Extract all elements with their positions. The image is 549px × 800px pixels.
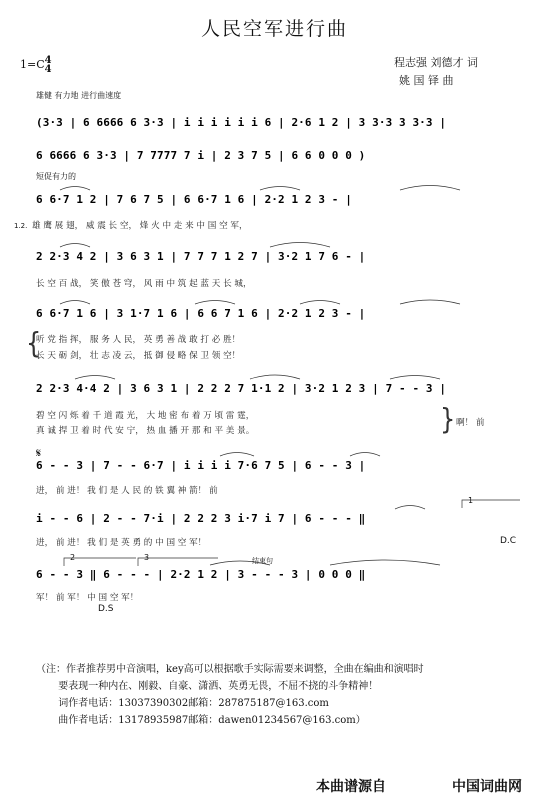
score-line-2: 6 6666 6 3·3 | 7 7777 7 i | 2 3 7 5 | 6 6 0 0 0 ) <box>36 149 366 162</box>
dal-segno-mark: D.S <box>98 604 114 614</box>
time-beats: 4 <box>44 55 52 66</box>
lyric-line-3: 听 党 指 挥， 服 务 人 民， 英 勇 善 战 敢 打 必 胜！ <box>36 335 241 345</box>
lyric-line-5: 碧 空 闪 烁 着 千 道 霞 光， 大 地 密 布 着 万 顷 雷 霆， <box>36 411 255 421</box>
slur-mark <box>250 375 300 379</box>
lyric-line-2: 长 空 百 战， 笑 傲 苍 穹， 风 雨 中 筑 起 蓝 天 长 城， <box>36 279 252 289</box>
key-prefix: 1=C <box>20 58 45 71</box>
note-line-4: 曲作者电话：13178935987邮箱：dawen01234567@163.com） <box>36 715 366 726</box>
slur-mark <box>60 187 90 191</box>
score-line-7: 6 - - 3 | 7 - - 6·7 | i i i i 7·6 7 5 | 6 - - 3 | <box>36 459 366 472</box>
time-unit: 4 <box>44 64 52 75</box>
fine-marking: 结束句 <box>252 557 273 565</box>
verse-prefix: 1.2. <box>14 222 28 230</box>
emotion-marking: 短促有力的 <box>36 172 76 181</box>
verse-brace: { <box>26 326 42 360</box>
lyric-line-1: 雄 鹰 展 翅， 威 震 长 空， 烽 火 中 走 来 中 国 空 军， <box>32 221 248 231</box>
score-line-8: i - - 6 | 2 - - 7·i | 2 2 2 3 i·7 i 7 | 6 - - - ‖ <box>36 512 366 525</box>
slur-mark <box>300 301 340 305</box>
slur-mark <box>270 243 330 248</box>
slur-mark <box>60 244 90 248</box>
volta-1-label: 1 <box>468 496 474 505</box>
chorus-brace: } <box>440 402 456 436</box>
score-line-6: 2 2·3 4·4 2 | 3 6 3 1 | 2 2 2 7 1·1 2 | 3·2 1 2 3 | 7 - - 3 | <box>36 382 447 395</box>
da-capo-mark: D.C <box>500 536 517 546</box>
lyric-line-9: 军！ 前 军！ 中 国 空 军！ <box>36 593 139 603</box>
lyric-line-8: 进， 前 进！ 我 们 是 英 勇 的 中 国 空 军！ <box>36 538 207 548</box>
score-line-1: (3·3 | 6 6666 6 3·3 | i i i i i i 6 | 2·6 1 2 | 3 3·3 3 3·3 | <box>36 116 447 129</box>
volta-bracket-2 <box>64 558 136 566</box>
slur-mark <box>75 376 115 380</box>
slur-mark <box>60 301 90 305</box>
lyricist-credit: 程志强 刘德才 词 <box>394 56 478 69</box>
score-line-4: 2 2·3 4 2 | 3 6 3 1 | 7 7 7 1 2 7 | 3·2 1 7 6 - | <box>36 250 366 263</box>
score-line-3: 6 6·7 1 2 | 7 6 7 5 | 6 6·7 1 6 | 2·2 1 2 3 - | <box>36 193 352 206</box>
footer-source-label: 本曲谱源自 <box>316 779 386 795</box>
tempo-marking: 雄健 有力地 进行曲速度 <box>36 91 122 100</box>
note-line-2: 要表现一种内在、刚毅、自豪、潇洒、英勇无畏，不屈不挠的斗争精神！ <box>36 681 379 692</box>
score-line-5: 6 6·7 1 6 | 3 1·7 1 6 | 6 6 7 1 6 | 2·2 1 2 3 - | <box>36 307 366 320</box>
segno-sign: 𝄋 <box>36 446 42 460</box>
volta-3-label: 3 <box>144 553 150 562</box>
slur-mark <box>350 453 380 457</box>
volta-bracket-3 <box>138 558 218 566</box>
note-line-3: 词作者电话：13037390302邮箱：287875187@163.com <box>36 698 329 709</box>
volta-bracket-1 <box>462 500 520 508</box>
slur-mark <box>400 300 460 304</box>
slur-mark <box>390 376 440 380</box>
lyric-line-7: 进， 前 进！ 我 们 是 人 民 的 铁 翼 神 箭！ 前 <box>36 486 218 496</box>
note-line-1: （注：作者推荐男中音演唱，key高可以根据歌手实际需要来调整，全曲在编曲和演唱时 <box>36 664 424 675</box>
score-line-9: 6 - - 3 ‖ 6 - - - | 2·2 1 2 | 3 - - - 3 | 0 0 0 ‖ <box>36 568 366 581</box>
lyric-line-4: 长 天 砺 剑， 壮 志 凌 云， 抵 御 侵 略 保 卫 领 空！ <box>36 351 241 361</box>
song-title: 人民空军进行曲 <box>200 18 348 40</box>
volta-2-label: 2 <box>70 553 76 562</box>
composer-credit: 姚 国 铎 曲 <box>399 74 454 87</box>
slur-mark <box>330 560 440 565</box>
slur-mark <box>400 186 460 191</box>
slur-mark <box>195 301 235 305</box>
footer-site-link[interactable]: 中国词曲网 <box>452 779 522 795</box>
lyric-line-6: 真 诚 捍 卫 着 时 代 安 宁， 热 血 播 开 那 和 平 美 景。 <box>36 426 255 436</box>
slur-mark <box>220 453 254 457</box>
slur-mark <box>395 506 425 510</box>
exclaim-lyric: 啊！ 前 <box>456 418 485 428</box>
slur-mark <box>210 561 270 565</box>
slur-mark <box>260 187 300 191</box>
